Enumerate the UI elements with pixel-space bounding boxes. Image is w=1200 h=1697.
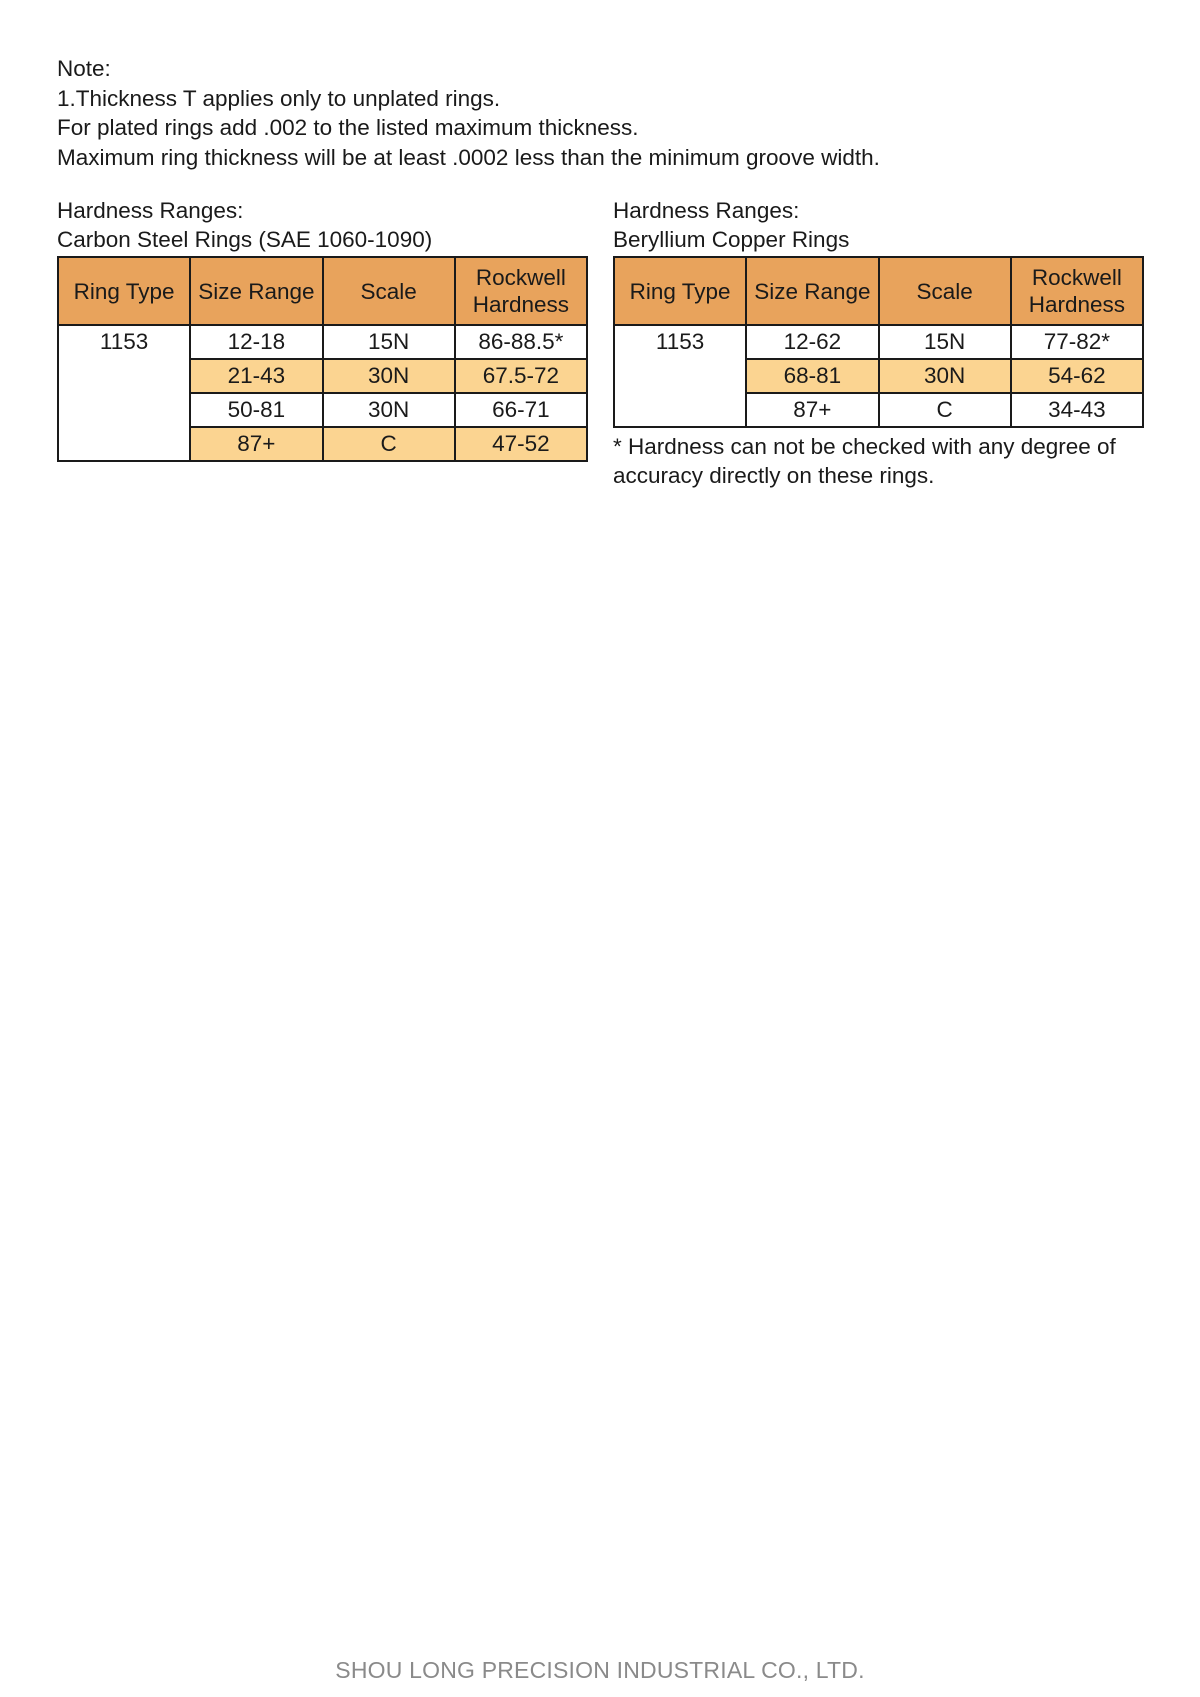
note-line-3: Maximum ring thickness will be at least .0002 less than the minimum groove width. xyxy=(57,144,880,170)
size-range-cell: 12-18 xyxy=(190,325,322,359)
header-scale: Scale xyxy=(879,257,1011,325)
size-range-cell: 21-43 xyxy=(190,359,322,393)
beryllium-caption-line2: Beryllium Copper Rings xyxy=(613,227,850,252)
scale-cell: 15N xyxy=(323,325,455,359)
header-size-range: Size Range xyxy=(190,257,322,325)
hardness-cell: 47-52 xyxy=(455,427,587,461)
beryllium-copper-hardness-table xyxy=(613,256,1144,428)
ring-type-cell: 1153 xyxy=(58,325,190,461)
notes-section xyxy=(57,54,880,172)
note-line-2: For plated rings add .002 to the listed maximum thickness. xyxy=(57,115,639,140)
scale-cell: C xyxy=(879,393,1011,427)
header-ring-type: Ring Type xyxy=(614,257,746,325)
scale-cell: 30N xyxy=(323,393,455,427)
size-range-cell: 87+ xyxy=(746,393,878,427)
note-line-1: 1.Thickness T applies only to unplated rings. xyxy=(57,85,501,111)
table-header-row xyxy=(614,257,1143,325)
header-rockwell-hardness: Rockwell Hardness xyxy=(1011,257,1143,325)
beryllium-copper-block xyxy=(613,196,1144,490)
scale-cell: 30N xyxy=(323,359,455,393)
hardness-cell: 67.5-72 xyxy=(455,359,587,393)
table-row xyxy=(614,325,1143,359)
carbon-steel-block xyxy=(57,196,588,462)
carbon-steel-hardness-table xyxy=(57,256,588,462)
scale-cell: C xyxy=(323,427,455,461)
ring-type-cell: 1153 xyxy=(614,325,746,427)
header-ring-type: Ring Type xyxy=(58,257,190,325)
table-row xyxy=(58,325,587,359)
hardness-cell: 34-43 xyxy=(1011,393,1143,427)
carbon-caption-line2: Carbon Steel Rings (SAE 1060-1090) xyxy=(57,227,433,252)
table-header-row xyxy=(58,257,587,325)
size-range-cell: 12-62 xyxy=(746,325,878,359)
hardness-cell: 77-82* xyxy=(1011,325,1143,359)
hardness-cell: 54-62 xyxy=(1011,359,1143,393)
hardness-cell: 86-88.5* xyxy=(455,325,587,359)
company-footer: SHOU LONG PRECISION INDUSTRIAL CO., LTD. xyxy=(335,1657,865,1683)
note-heading: Note: xyxy=(57,56,111,81)
hardness-cell: 66-71 xyxy=(455,393,587,427)
scale-cell: 30N xyxy=(879,359,1011,393)
size-range-cell: 50-81 xyxy=(190,393,322,427)
size-range-cell: 87+ xyxy=(190,427,322,461)
hardness-footnote: * Hardness can not be checked with any degree of accuracy directly on these rings. xyxy=(613,434,1116,488)
header-size-range: Size Range xyxy=(746,257,878,325)
carbon-caption-line1: Hardness Ranges: xyxy=(57,198,244,223)
header-rockwell-hardness: Rockwell Hardness xyxy=(455,257,587,325)
scale-cell: 15N xyxy=(879,325,1011,359)
header-scale: Scale xyxy=(323,257,455,325)
size-range-cell: 68-81 xyxy=(746,359,878,393)
beryllium-caption-line1: Hardness Ranges: xyxy=(613,198,800,223)
